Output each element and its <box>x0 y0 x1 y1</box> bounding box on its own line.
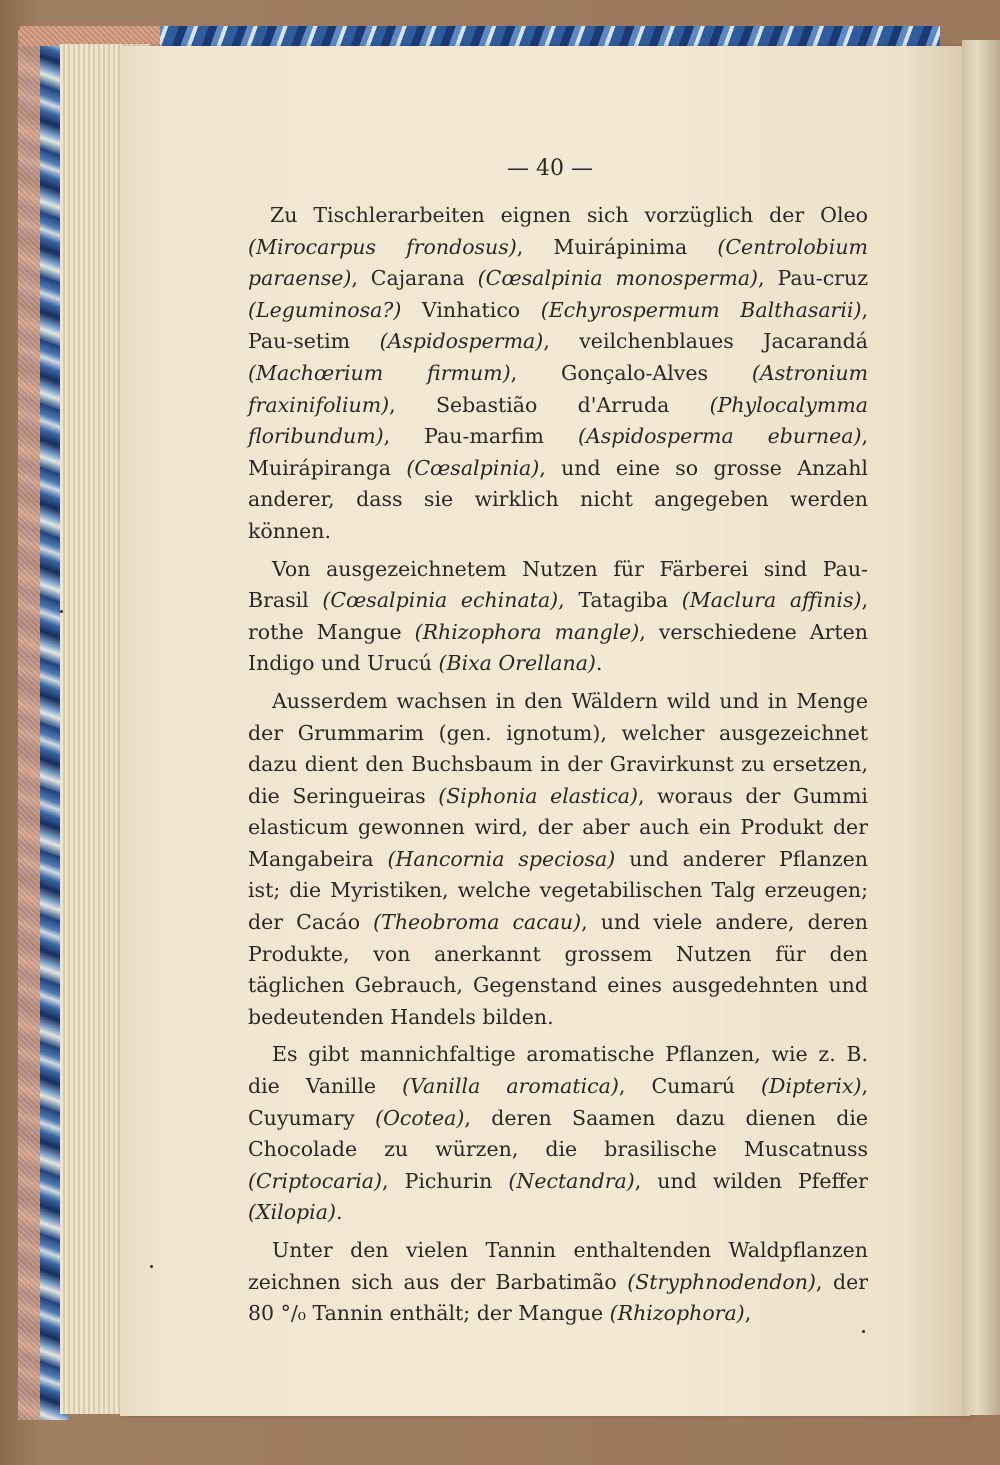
latin-name: (Ocotea) <box>375 1105 465 1130</box>
text-run: , Pau-setim <box>248 297 868 354</box>
latin-name: (Siphonia elastica) <box>438 783 639 808</box>
text-run: , Tatagiba <box>558 588 682 613</box>
text-run: , und viele andere, deren Produkte, von anerkannt grossem Nutzen für den täglichen Gebrauch, Gegenstand eines ausgedehnten und bedeutenden Handels bilden. <box>248 910 868 1029</box>
text-run: Ausserdem wachsen in den Wäldern wild und in Menge der Grummarim (gen. ignotum), welcher ausgezeichnet dazu dient den Buchsbaum in der Gravirkunst zu ersetzen, die Seringueiras <box>248 688 868 808</box>
latin-name: (Machœrium firmum) <box>248 360 511 385</box>
latin-name: (Nectandra) <box>508 1168 635 1193</box>
latin-name: (Phylocalymma floribundum) <box>248 392 868 449</box>
latin-name: (Centrolobium paraense) <box>248 234 868 291</box>
paragraph <box>248 686 868 1034</box>
text-run: , verschiedene Arten Indigo und Urucú <box>248 619 868 676</box>
text-run: , deren Saamen dazu dienen die Chocolade zu würzen, die brasilische Muscatnuss <box>248 1105 869 1162</box>
text-run: , Gonçalo-Alves <box>510 360 752 385</box>
text-run: , Pau-cruz <box>758 266 868 291</box>
latin-name: (Hancornia speciosa) <box>387 846 616 871</box>
text-run: , Cajarana <box>351 266 478 291</box>
latin-name: (Criptocaria) <box>248 1168 383 1193</box>
latin-name: (Astronium fraxinifolium) <box>248 360 869 417</box>
text-run: . <box>595 651 603 676</box>
latin-name: (Stryphnodendon) <box>627 1269 816 1294</box>
text-run: , Cuyumary <box>248 1074 868 1130</box>
text-run: Es gibt mannichfaltige aromatische Pflanzen, wie z. B. die Vanille <box>248 1042 868 1099</box>
paragraph <box>248 554 868 680</box>
text-run: , veilchenblaues Jacarandá <box>543 329 868 354</box>
latin-name: (Leguminosa?) <box>248 297 402 322</box>
latin-name: (Rhizophora mangle) <box>414 619 640 644</box>
latin-name: (Maclura affinis) <box>681 588 862 613</box>
latin-name: (Echyrospermum Balthasarii) <box>540 297 862 322</box>
text-run: , Pichurin <box>382 1168 509 1193</box>
latin-name: (Mirocarpus frondosus) <box>248 234 517 259</box>
text-run: und anderer Pflanzen ist; die Myristiken, welche vegetabilischen Talg erzeugen; der Cacáo <box>248 846 869 935</box>
paragraph <box>248 200 868 548</box>
text-run: , Muirápiranga <box>248 424 868 480</box>
text-run: , Muirápinima <box>516 234 718 259</box>
cloth-spine <box>18 30 40 1420</box>
paper-speck <box>150 1265 153 1268</box>
paragraph <box>248 1039 868 1229</box>
text-run: , Sebastião d'Arruda <box>389 392 710 417</box>
body-text <box>248 200 868 1336</box>
latin-name: (Dipterix) <box>761 1074 862 1099</box>
latin-name: (Vanilla aromatica) <box>402 1074 619 1099</box>
text-run: , Cumarú <box>618 1074 762 1099</box>
text-run: . <box>335 1200 343 1225</box>
cloth-corner <box>20 26 160 46</box>
latin-name: (Aspidosperma) <box>379 329 544 354</box>
text-run: Unter den vielen Tannin enthaltenden Waldpflanzen zeichnen sich aus der Barbatimão <box>248 1238 868 1294</box>
page-number: — 40 — <box>507 156 593 181</box>
paper-speck <box>862 1330 865 1333</box>
latin-name: (Cœsalpinia) <box>406 455 540 480</box>
facing-page-edge <box>962 40 1000 1415</box>
text-run: , und eine so grosse Anzahl anderer, dass sie wirklich nicht angegeben werden können. <box>248 455 868 543</box>
latin-name: (Bixa Orellana) <box>438 651 596 676</box>
latin-name: (Xilopia) <box>248 1200 336 1225</box>
marbled-cover-top <box>60 26 940 48</box>
text-run: , woraus der Gummi elasticum gewonnen wird, der aber auch ein Produkt der Mangabeira <box>248 783 868 871</box>
text-run: , und wilden Pfeffer <box>634 1168 868 1193</box>
paragraph <box>248 1235 868 1330</box>
text-run: Vinhatico <box>401 297 541 322</box>
latin-name: (Rhizophora) <box>609 1301 745 1326</box>
text-run: , Pau-marfim <box>383 424 578 449</box>
latin-name: (Cœsalpinia monosperma) <box>477 266 759 291</box>
text-run: Von ausgezeichnetem Nutzen für Färberei sind Pau-Brasil <box>248 556 868 613</box>
latin-name: (Cœsalpinia echinata) <box>322 588 559 613</box>
text-run: , der 80 °/₀ Tannin enthält; der Mangue <box>248 1269 869 1326</box>
latin-name: (Aspidosperma eburnea) <box>577 424 862 449</box>
text-run: Zu Tischlerarbeiten eignen sich vorzüglich der Oleo <box>270 203 868 227</box>
text-run: , rothe Mangue <box>248 588 868 644</box>
latin-name: (Theobroma cacau) <box>373 910 582 935</box>
paper-speck <box>60 610 63 613</box>
text-run: , <box>744 1301 752 1326</box>
